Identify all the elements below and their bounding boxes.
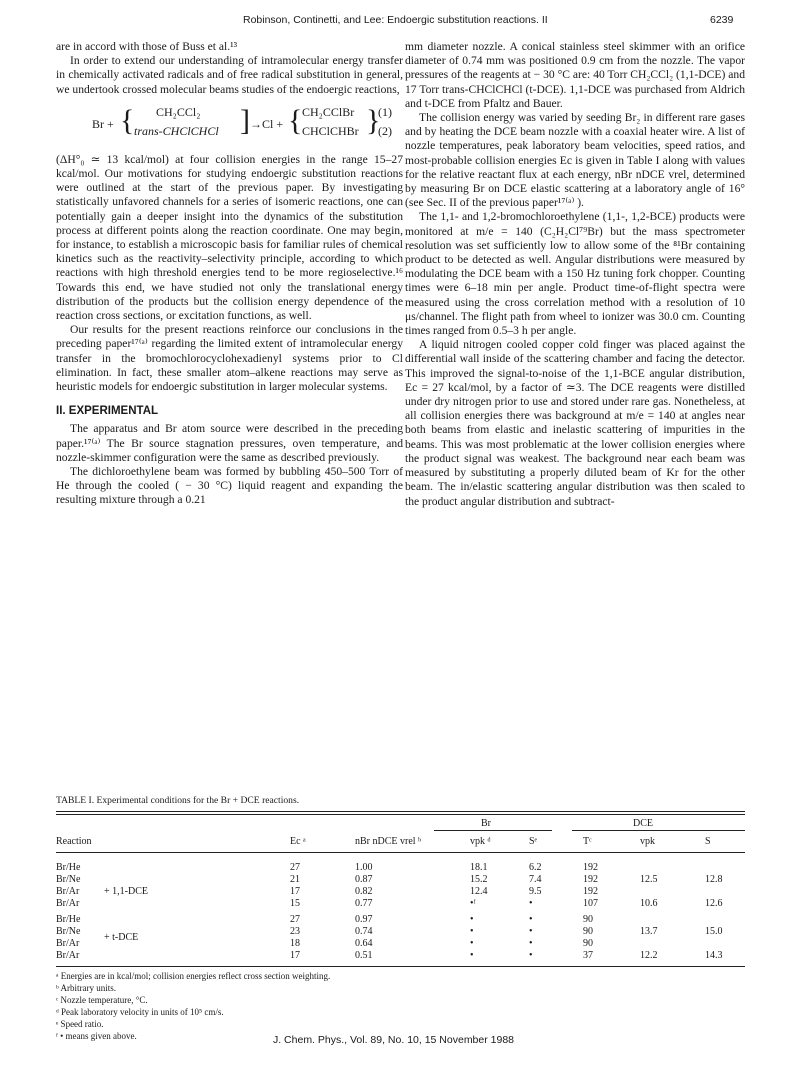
footnote: ᵉ Speed ratio.	[56, 1019, 104, 1029]
table-footnotes	[56, 970, 330, 1042]
running-head-title: Robinson, Continetti, and Lee: Endoergic substitution reactions. II	[243, 14, 548, 26]
footnote: ᵃ Energies are in kcal/mol; collision energies reflect cross section weighting.	[56, 971, 331, 981]
paragraph: The collision energy was varied by seeding Br₂ in different rare gases and by heating the DCE beam nozzle with a coaxial heater wire. A list of nozzle temperatures, peak laboratory beam velocities, speed ratios, and most-probable collision energies Ec is given in Table I along with values for the relative reactant flux at each energy, nBr nDCE vrel, determined by measuring Br on DCE elastic scattering at a laboratory angle of 16° (see Sec. II of the previous paper¹⁷⁽ᵃ⁾ ).	[405, 111, 745, 210]
table-rule	[56, 811, 745, 812]
paragraph: The dichloroethylene beam was formed by bubbling 450–500 Torr of He through the cooled ( − 30 °C) liquid reagent and expanding the resulting mixture through a 0.21	[56, 465, 403, 507]
table-cell: 1.00	[355, 862, 373, 873]
table-cell: 12.2	[640, 950, 658, 961]
block-label: + 1,1-DCE	[104, 886, 148, 897]
table-cell: 17	[290, 886, 300, 897]
table-cell: •	[470, 938, 474, 949]
table-cell: •	[529, 898, 533, 909]
table-cell: 17	[290, 950, 300, 961]
paragraph: (ΔH°₀ ≃ 13 kcal/mol) at four collision energies in the range 15–27 kcal/mol. Our motivations for studying endoergic substitution reactions were outlined at the start of the previous paper. By investigating statistically unfavored channels for a series of isomeric reactions, one can potentially gain a deeper insight into the dynamics of the substitution process at different points along the reaction coordinate. One may begin, for instance, to establish a microscopic basis for familiar rules of chemical kinetics such as the reactivity–selectivity principle, according to which reactions with high threshold energies tend to be more regioselective.¹⁶ Towards this end, we have studied not only the translational energy distribution of the products but the collision energy dependence of the reaction cross sections, or excitation functions, as well.	[56, 152, 403, 323]
reactant-1: CH₂CCl₂	[156, 104, 201, 119]
table-cell: •	[529, 914, 533, 925]
table-cell: 12.4	[470, 886, 488, 897]
table-cell: 0.74	[355, 926, 373, 937]
table-cell: 192	[583, 862, 598, 873]
right-column	[405, 40, 745, 509]
table-cell: •	[529, 938, 533, 949]
table-row-label: Br/He	[56, 862, 81, 873]
table-cell: 90	[583, 914, 593, 925]
table-cell: 192	[583, 874, 598, 885]
table-cell: 23	[290, 926, 300, 937]
table-row-label: Br/He	[56, 914, 81, 925]
table-cell: 21	[290, 874, 300, 885]
table-cell: 7.4	[529, 874, 542, 885]
left-column	[56, 40, 403, 508]
table-cell: 18.1	[470, 862, 488, 873]
section-heading: II. EXPERIMENTAL	[56, 405, 159, 418]
column-header: vpk ᵈ	[470, 836, 491, 847]
paragraph: Our results for the present reactions reinforce our conclusions in the preceding paper¹⁷⁽ᵃ⁾ regarding the limited extent of intramolecular energy transfer in the bromochlorocyclohexadienyl systems prior to Cl elimination. In fact, these smaller atom–alkene reactions may serve as heuristic models for endoergic substitution in larger molecular systems.	[56, 323, 403, 394]
table-row-label: Br/Ne	[56, 926, 81, 937]
paragraph: The apparatus and Br atom source were described in the preceding paper.¹⁷⁽ᵃ⁾ The Br source stagnation pressures, oven temperature, and nozzle-skimmer configuration were the same as described previously.	[56, 422, 403, 464]
block-label: + t-DCE	[104, 932, 139, 943]
table-cell: 13.7	[640, 926, 658, 937]
table-cell: 15.2	[470, 874, 488, 885]
column-header: vpk	[640, 836, 655, 847]
table-cell: 0.64	[355, 938, 373, 949]
table-cell: •	[470, 914, 474, 925]
paragraph: The 1,1- and 1,2-bromochloroethylene (1,1-, 1,2-BCE) products were monitored at m/e = 140 (C₂H₂Cl⁷⁹Br) but the mass spectrometer resolution was set sufficiently low to allow some of the ⁸¹Br containing product to be detected as well. Angular distributions were measured by modulating the DCE beam with a 150 Hz tuning fork chopper. Counting times were 6–18 min per angle. Product time-of-flight spectra were measured using the cross correlation method with a resolution of 10 μs/channel. The flight path from wheel to ionizer was 30.0 cm. Counting times ranged from 0.5–3 h per angle.	[405, 210, 745, 338]
column-header: Reaction	[56, 836, 92, 847]
table-cell: 0.82	[355, 886, 373, 897]
table-cell: 10.6	[640, 898, 658, 909]
table-cell: 0.97	[355, 914, 373, 925]
product-2: CHClCHBr	[302, 123, 359, 138]
table-cell: 15	[290, 898, 300, 909]
reactant-br: Br +	[92, 116, 114, 131]
table-row-label: Br/Ar	[56, 938, 80, 949]
table-cell: 90	[583, 926, 593, 937]
column-header: Ec ᵃ	[290, 836, 306, 847]
group-rule	[572, 830, 745, 831]
table-row-label: Br/Ar	[56, 898, 80, 909]
table-cell: 0.77	[355, 898, 373, 909]
right-bracket: ]	[240, 103, 250, 137]
group-rule	[434, 830, 552, 831]
table-cell: 192	[583, 886, 598, 897]
table-cell: 90	[583, 938, 593, 949]
table-row-label: Br/Ar	[56, 886, 80, 897]
table-cell: 18	[290, 938, 300, 949]
table-cell: 12.8	[705, 874, 723, 885]
equation-number: (1)	[378, 104, 392, 119]
table-caption: TABLE I. Experimental conditions for the Br + DCE reactions.	[56, 795, 300, 806]
table-cell: 6.2	[529, 862, 542, 873]
journal-footer: J. Chem. Phys., Vol. 89, No. 10, 15 November 1988	[272, 1034, 515, 1046]
table-rule	[56, 966, 745, 967]
product-1: CH₂CClBr	[302, 104, 355, 119]
table-cell: 27	[290, 862, 300, 873]
paragraph: In order to extend our understanding of intramolecular energy transfer in chemically activated radicals and of free radical substitution in general, we undertook crossed molecular beams studies of the endoergic reactions,	[56, 54, 403, 96]
footnote: ᶠ • means given above.	[56, 1031, 137, 1041]
left-brace: {	[120, 103, 135, 137]
table-cell: 37	[583, 950, 593, 961]
footnote: ᶜ Nozzle temperature, °C.	[56, 995, 148, 1005]
table-cell: 9.5	[529, 886, 542, 897]
table-cell: •ᶠ	[470, 898, 476, 909]
reaction-arrow: →Cl +	[250, 116, 284, 131]
table-rule	[56, 814, 745, 815]
table-cell: 15.0	[705, 926, 723, 937]
footnote: ᵇ Arbitrary units.	[56, 983, 117, 993]
table-cell: 0.87	[355, 874, 373, 885]
footnote: ᵈ Peak laboratory velocity in units of 10⁵ cm/s.	[56, 1007, 224, 1017]
table-cell: •	[470, 926, 474, 937]
column-header: Tᶜ	[583, 836, 592, 847]
table-cell: 12.5	[640, 874, 658, 885]
paragraph: A liquid nitrogen cooled copper cold finger was placed against the differential wall inside of the scattering chamber and facing the detector. This improved the signal-to-noise of the 1,1-BCE angular distribution, Ec = 27 kcal/mol, by a factor of ≃3. The DCE reagents were distilled under dry nitrogen prior to use and stored under rare gas. Nonetheless, at all collision energies there was background at m/e = 140 at angles near both beams from elastic and inelastic scattering of impurities in the beams. This was most problematic at the lower collision energies where the product signal was weakest. The background near each beam was measured by substituting a properly diluted beam of Kr for the other beam. The in/elastic scattering angular distribution was then scaled to the product angular distribution and subtract-	[405, 338, 745, 508]
table-rule	[56, 852, 745, 853]
table-cell: 107	[583, 898, 598, 909]
group-header-br: Br	[481, 818, 491, 829]
column-header: Sᵉ	[529, 836, 538, 847]
table-row-label: Br/Ar	[56, 950, 80, 961]
table-cell: 0.51	[355, 950, 373, 961]
left-brace: {	[288, 103, 303, 137]
table-cell: •	[470, 950, 474, 961]
reactant-2: trans-CHClCHCl	[134, 123, 219, 138]
equation-number: (2)	[378, 123, 392, 138]
page-number: 6239	[710, 14, 734, 26]
table-cell: 12.6	[705, 898, 723, 909]
paragraph: are in accord with those of Buss et al.¹³	[56, 40, 238, 53]
reaction-equation	[56, 101, 403, 151]
column-header: S	[705, 836, 711, 847]
column-header: nBr nDCE vrel ᵇ	[355, 836, 422, 847]
group-header-dce: DCE	[633, 818, 653, 829]
table-row-label: Br/Ne	[56, 874, 81, 885]
right-brace: }	[366, 103, 381, 137]
table-cell: •	[529, 926, 533, 937]
table-cell: 27	[290, 914, 300, 925]
table-cell: 14.3	[705, 950, 723, 961]
table-cell: •	[529, 950, 533, 961]
paragraph: mm diameter nozzle. A conical stainless steel skimmer with an orifice diameter of 0.74 mm was positioned 0.9 cm from the nozzle. The vapor pressures of the reagents at − 30 °C are: 40 Torr CH₂CCl₂ (1,1-DCE) and 17 Torr trans-CHClCHCl (t-DCE). 1,1-DCE was purchased from Aldrich and t-DCE from Pfaltz and Bauer.	[405, 40, 745, 110]
